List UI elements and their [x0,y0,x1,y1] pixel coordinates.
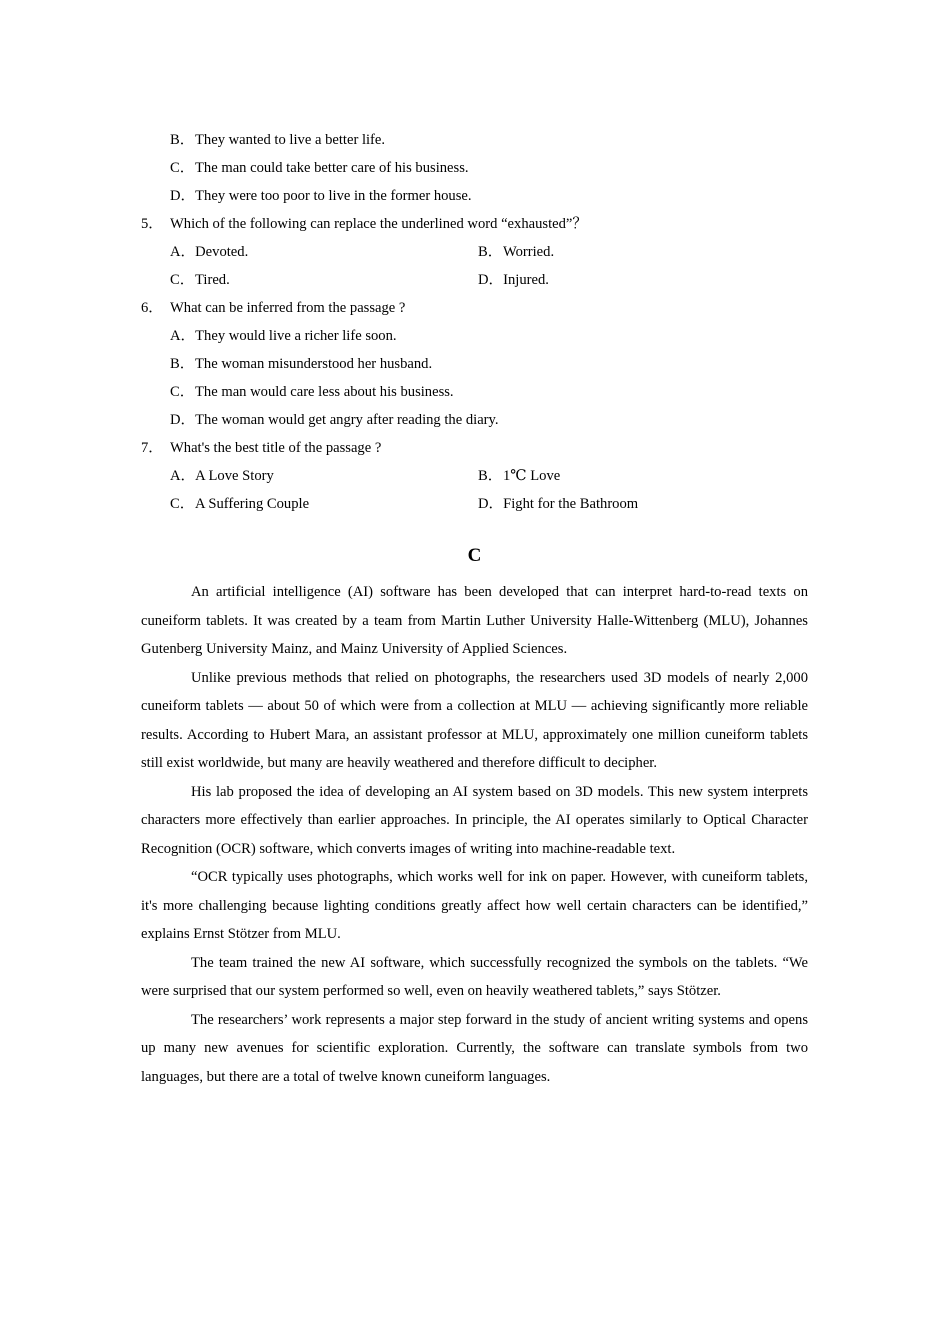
question-stem-6 [141,294,808,322]
option-row [141,378,808,406]
option-text: Fight for the Bathroom [503,496,639,512]
question-stem-7 [141,434,808,462]
option-text: They were too poor to live in the former house. [195,188,472,204]
option-text: The man could take better care of his business. [195,160,469,176]
option-letter: C． [170,384,195,400]
option-text: The woman misunderstood her husband. [195,356,433,372]
option-row [141,154,808,182]
option-c [170,378,454,406]
option-d [478,266,549,294]
option-text: Tired. [195,272,230,288]
question-number: 7． [141,440,163,456]
option-text: They would live a richer life soon. [195,328,397,344]
question-stem-5 [141,210,808,238]
option-letter: D． [170,412,196,428]
question-group-7 [141,434,808,518]
option-text: A Love Story [195,468,274,484]
option-d [478,490,638,518]
option-letter: D． [478,496,504,512]
option-d [170,182,472,210]
option-row [141,490,808,518]
option-a [170,238,248,266]
option-a [170,462,274,490]
option-letter: C． [170,160,195,176]
option-letter: B． [478,244,503,260]
option-text: Devoted. [195,244,249,260]
option-row [141,266,808,294]
question-text: Which of the following can replace the underlined word “exhausted”？ [170,216,587,232]
option-row [141,406,808,434]
passage-paragraph: An artificial intelligence (AI) software has been developed that can interpret hard-to-read texts on cuneiform tablets. It was created by a team from Martin Luther University Halle-Wittenberg (MLU), Johannes Gutenberg University Mainz, and Mainz University of Applied Sciences. [141,584,808,657]
passage-paragraph: His lab proposed the idea of developing an AI system based on 3D models. This new system interprets characters more effectively than earlier approaches. In principle, the AI operates similarly to Optical Character Recognition (OCR) software, which converts images of writing into machine-readable text. [141,783,808,857]
option-letter: D． [478,272,504,288]
option-letter: B． [170,356,195,372]
option-letter: A． [170,244,196,260]
document-page [141,126,808,1091]
option-text: They wanted to live a better life. [195,132,386,148]
option-b [170,126,385,154]
option-row [141,238,808,266]
option-row [141,322,808,350]
option-letter: B． [170,132,195,148]
question-text: What can be inferred from the passage ? [170,300,406,316]
option-letter: C． [170,496,195,512]
question-group-5 [141,210,808,294]
option-row [141,182,808,210]
option-b [170,350,432,378]
option-row [141,350,808,378]
option-text: The man would care less about his business. [195,384,454,400]
question-number: 6． [141,300,163,316]
question-group-6 [141,294,808,434]
option-text: A Suffering Couple [195,496,310,512]
question-group-4 [141,126,808,210]
option-b [478,238,554,266]
option-letter: D． [170,188,196,204]
option-a [170,322,397,350]
option-b [478,462,560,490]
passage-paragraph: “OCR typically uses photographs, which works well for ink on paper. However, with cuneiform tablets, it's more challenging because lighting conditions greatly affect how well certain characters can be identified,” explains Ernst Stötzer from MLU. [141,869,808,942]
option-text: 1℃ Love [503,468,561,484]
passage-paragraph: The researchers’ work represents a major step forward in the study of ancient writing systems and opens up many new avenues for scientific exploration. Currently, the software can translate symbols from two languages, but there are a total of twelve known cuneiform languages. [141,1011,808,1085]
option-row [141,126,808,154]
option-letter: A． [170,328,196,344]
option-text: Injured. [503,272,549,288]
option-letter: C． [170,272,195,288]
option-c [170,490,309,518]
question-number: 5． [141,216,163,232]
option-letter: B． [478,468,503,484]
passage-paragraph: The team trained the new AI software, which successfully recognized the symbols on the tablets. “We were surprised that our system performed so well, even on heavily weathered tablets,” says Stötzer. [141,954,808,999]
option-c [170,154,469,182]
option-c [170,266,230,294]
option-row [141,462,808,490]
passage-paragraph: Unlike previous methods that relied on photographs, the researchers used 3D models of nearly 2,000 cuneiform tablets — about 50 of which were from a collection at MLU — achieving significantly more reliable results. According to Hubert Mara, an assistant professor at MLU, approximately one million cuneiform tablets still exist worldwide, but many are heavily weathered and therefore difficult to decipher. [141,669,808,771]
section-heading-c: C [467,545,482,566]
option-text: Worried. [503,244,555,260]
option-text: The woman would get angry after reading the diary. [195,412,499,428]
option-d [170,406,499,434]
question-text: What's the best title of the passage ? [170,440,382,456]
option-letter: A． [170,468,196,484]
